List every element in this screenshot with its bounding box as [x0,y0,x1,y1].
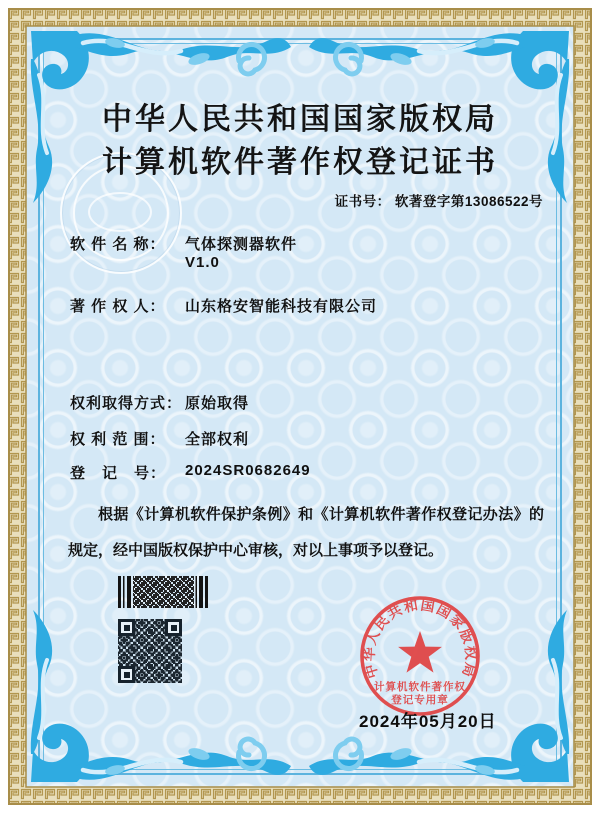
certificate-title-line2: 计算机软件著作权登记证书 [102,146,498,179]
barcode [118,576,208,608]
qr-finder-top-left [118,619,135,636]
certificate-number-value: 软著登字第13086522号 [394,194,543,209]
barcode-bars-left [118,576,133,608]
field-value-acquisition-method: 原始取得 [185,395,250,412]
qr-finder-bottom-left [118,666,135,683]
official-seal [354,594,486,720]
seal-ring-text: 中华人民共和国国家版权局 [360,596,480,681]
field-label-software-name: 软 件 名 称： [70,236,166,253]
barcode-bars-right [194,576,208,608]
field-value-rights-scope: 全部权利 [185,431,250,448]
seal-star-icon [398,631,442,673]
field-label-registration-number: 登 记 号： [70,465,167,482]
field-value-software-version: V1.0 [185,254,220,271]
seal-center-text-line1: 计算机软件著作权 [374,681,466,693]
registration-statement: 根据《计算机软件保护条例》和《计算机软件著作权登记办法》的规定，经中国版权保护中心审核，对以上事项予以登记。 [68,506,544,559]
seal-center-text-line2: 登记专用章 [391,694,449,706]
certificate-number-label: 证书号： [334,194,391,209]
issue-date: 2024年05月20日 [359,712,497,731]
field-value-software-name: 气体探测器软件 [185,236,298,253]
certificate-title-line1: 中华人民共和国国家版权局 [102,103,498,136]
field-label-copyright-owner: 著 作 权 人： [70,298,166,315]
field-label-acquisition-method: 权利取得方式： [70,395,183,412]
field-label-rights-scope: 权 利 范 围： [70,431,166,448]
certificate-number [335,190,543,210]
qr-finder-top-right [165,619,182,636]
barcode-matrix [133,576,194,608]
field-value-registration-number: 2024SR0682649 [185,462,311,479]
qr-code [118,619,182,683]
field-value-copyright-owner: 山东格安智能科技有限公司 [185,298,378,315]
